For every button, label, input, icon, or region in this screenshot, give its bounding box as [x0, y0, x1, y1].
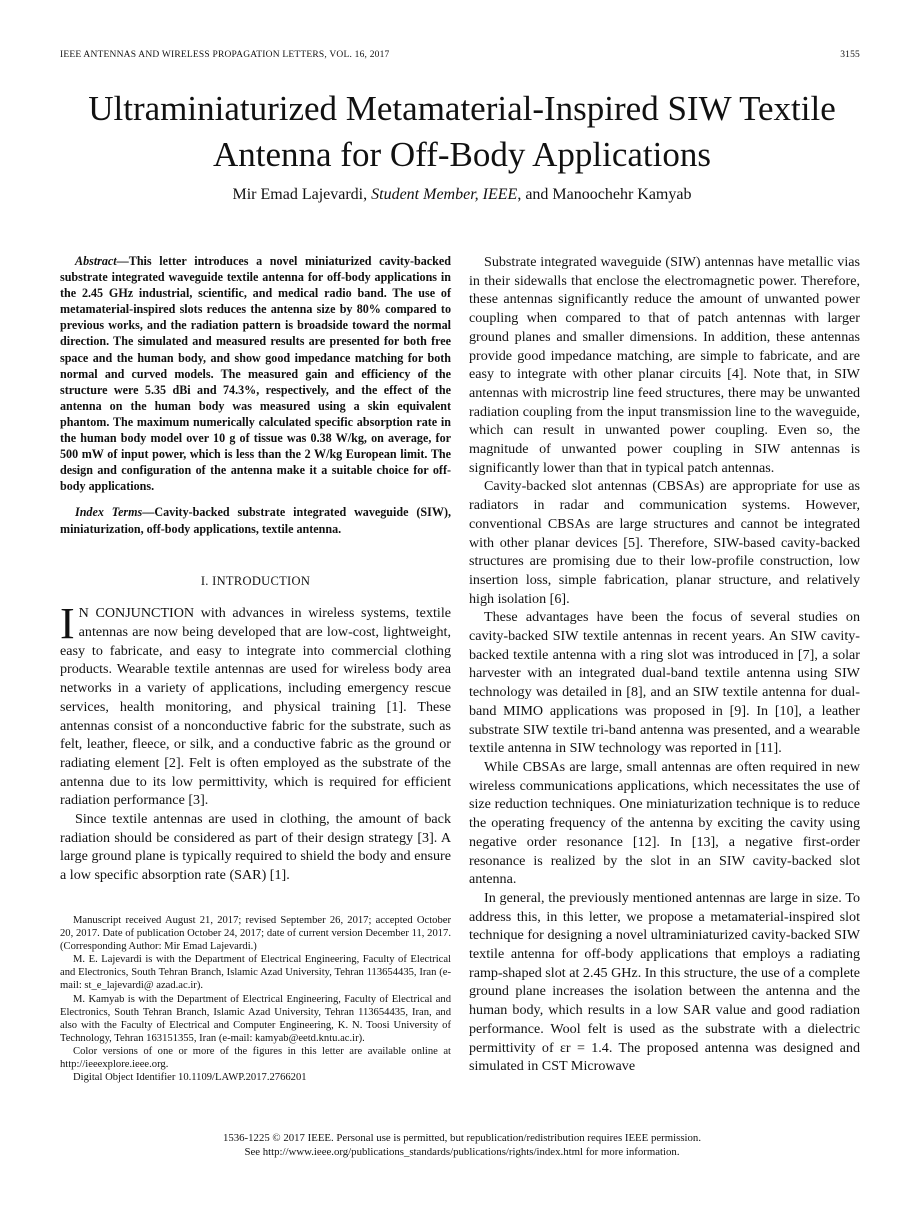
page-number: 3155 [840, 50, 860, 60]
author-1-role: Student Member, IEEE [371, 186, 518, 203]
right-column [469, 253, 860, 1076]
footnote-author-2: M. Kamyab is with the Department of Electrical Engineering, Faculty of Electrical and Electronics, South Tehran Branch, Islamic Azad University, Tehran 113654435, Iran, and also with the Faculty of Electrical and Computer Engineering, K. N. Toosi University of Technology, Tehran 163151355, Iran (e-mail: kamyab@eetd.kntu.ac.ir). [60, 993, 451, 1044]
abstract-text: —This letter introduces a novel miniaturized cavity-backed substrate integrated waveguide textile antenna for off-body applications in the 2.45 GHz industrial, scientific, and medical radio band. The use of metamaterial-inspired slots reduces the antenna size by 80% compared to previous works, and the radiation pattern is broadside toward the normal direction. The simulated and measured results are presented for both free space and the human body, and show good impedance matching for both normal and curved models. The measured gain and efficiency of the structure were 5.35 dBi and 74.3%, respectively, and the effect of the antenna on the human body was measured using a skin equivalent phantom. The maximum numerically calculated specific absorption rate in the human body model over 10 g of tissue was 0.38 W/kg, on average, for 500 mW of input power, which is less than the 2 W/kg European limit. The design and configuration of the antenna make it a suitable choice for off-body applications. [60, 254, 451, 494]
body-paragraph-miniaturization: While CBSAs are large, small antennas are often required in new wireless communications applications, which necessitates the use of size reduction techniques. One miniaturization technique is to reduce the operating frequency of the antenna by exciting the cavity using negative order resonance [12]. In [13], a negative first-order resonance is realized by the slot in an SIW cavity-backed slot antenna. [469, 758, 860, 888]
section-heading-introduction: I. INTRODUCTION [200, 573, 311, 588]
author-2: , and Manoochehr Kamyab [517, 186, 692, 203]
body-paragraph-proposal: In general, the previously mentioned antennas are large in size. To address this, in this letter, we propose a metamaterial-inspired slot technique for designing a novel ultraminiaturized cavity-backed SIW textile antenna for off-body applications that employs a radiating ramp-shaped slot at 2.45 GHz. In this structure, the use of a complete ground plane increases the isolation between the antenna and the human body, which results in a low SAR value and good radiation performance. Wool felt is used as the substrate with a dielectric permittivity of εr = 1.4. The proposed antenna was designed and simulated in CST Microwave [469, 889, 860, 1075]
abstract [60, 253, 451, 494]
abstract-lead: Abstract [75, 254, 117, 268]
journal-name: IEEE ANTENNAS AND WIRELESS PROPAGATION LETTERS, VOL. 16, 2017 [60, 50, 390, 60]
index-terms-lead: Index Terms [75, 505, 143, 520]
footnote-color: Color versions of one or more of the figures in this letter are available online at http://ieeexplore.ieee.org. [60, 1045, 451, 1071]
author-1: Mir Emad Lajevardi, [232, 186, 368, 203]
index-terms [60, 504, 451, 536]
paper-title [40, 86, 884, 178]
footnote-doi: Digital Object Identifier 10.1109/LAWP.2017.2766201 [73, 1072, 307, 1084]
footnote-manuscript: Manuscript received August 21, 2017; revised September 26, 2017; accepted October 20, 2017. Date of publication October 24, 2017; date of current version December 11, 2017. (Corresponding Author: Mir Emad Lajevardi.) [60, 915, 451, 953]
copyright-line-1: 1536-1225 © 2017 IEEE. Personal use is permitted, but republication/redistribution requires IEEE permission. [222, 1132, 702, 1144]
intro-paragraph-1: I N CONJUNCTION with advances in wireless systems, textile antennas are now being developed that are low-cost, lightweight, easy to fabricate, and easy to integrate into commercial clothing products. Wearable textile antennas are used for wireless body area networks in a variety of applications, including emergency rescue services, health monitoring, and physical training [1]. These antennas consist of a nonconductive fabric for the substrate, such as felt, leather, fleece, or silk, and a conductive fabric as the ground or radiating element [2]. Felt is often employed as the substrate of the antenna due to its low permittivity, which is required for efficient radiation performance [3]. [60, 599, 451, 809]
body-paragraph-studies: These advantages have been the focus of several studies on cavity-backed SIW textile antennas in recent years. An SIW cavity-backed textile antenna with a ring slot was introduced in [7], a solar harvester with an integrated dual-band textile antenna using SIW technology was detailed in [8], and an SIW textile antenna for dual-band MIMO applications was proposed in [9]. In [10], a leather substrate SIW textile tri-band antenna was presented, and a wearable textile antenna in SIW technology was reported in [11]. [469, 609, 860, 757]
footnotes [60, 914, 451, 1084]
body-paragraph-siw: Substrate integrated waveguide (SIW) antennas have metallic vias in their sidewalls that enclose the electromagnetic power. Therefore, these antennas significantly reduce the amount of unwanted power coupling when compared to that of patch antennas with larger ground planes and smaller dimensions. In addition, these antennas provide good impedance matching, are simple to fabricate, and are easy to integrate with other planar circuits [4]. Note that, in SIW antennas with microstrip line feed structures, there may be unwanted radiation coupling from the input transmission line to the waveguide, which can result in unwanted power coupling. Even so, the magnitude of unwanted power coupling in SIW antennas is significantly lower than that in typical patch antennas. [469, 254, 860, 476]
title-line-2: Antenna for Off-Body Applications [212, 135, 711, 174]
index-terms-text: —Cavity-backed substrate integrated waveguide (SIW), miniaturization, off-body applications, textile antenna. [60, 505, 451, 536]
title-line-1: Ultraminiaturized Metamaterial-Inspired SIW Textile [88, 89, 836, 128]
intro-paragraph-2: Since textile antennas are used in clothing, the amount of back radiation should be considered as part of their design strategy [3]. A large ground plane is typically required to shield the body and ensure a low specific absorption rate (SAR) [1]. [60, 811, 451, 884]
body-paragraph-cbsa: Cavity-backed slot antennas (CBSAs) are appropriate for use as radiators in radar and communication systems. However, conventional CBSAs are large structures and cannot be integrated with other planar devices [5]. Therefore, SIW-based cavity-backed structures are promising due to their low-profile construction, low insertion loss, simple fabrication, planar structure, and relatively high isolation [6]. [469, 478, 860, 607]
copyright-notice [40, 1131, 884, 1159]
copyright-line-2: See http://www.ieee.org/publications_standards/publications/rights/index.html for more information. [244, 1146, 680, 1158]
footnote-author-1: M. E. Lajevardi is with the Department of Electrical Engineering, Faculty of Electrical and Electronics, South Tehran Branch, Islamic Azad University, Tehran 113654435, Iran (e-mail: st_e_lajevardi@ azad.ac.ir). [60, 954, 451, 992]
author-line [40, 186, 884, 204]
left-column [60, 253, 451, 885]
drop-cap: I [60, 599, 75, 649]
